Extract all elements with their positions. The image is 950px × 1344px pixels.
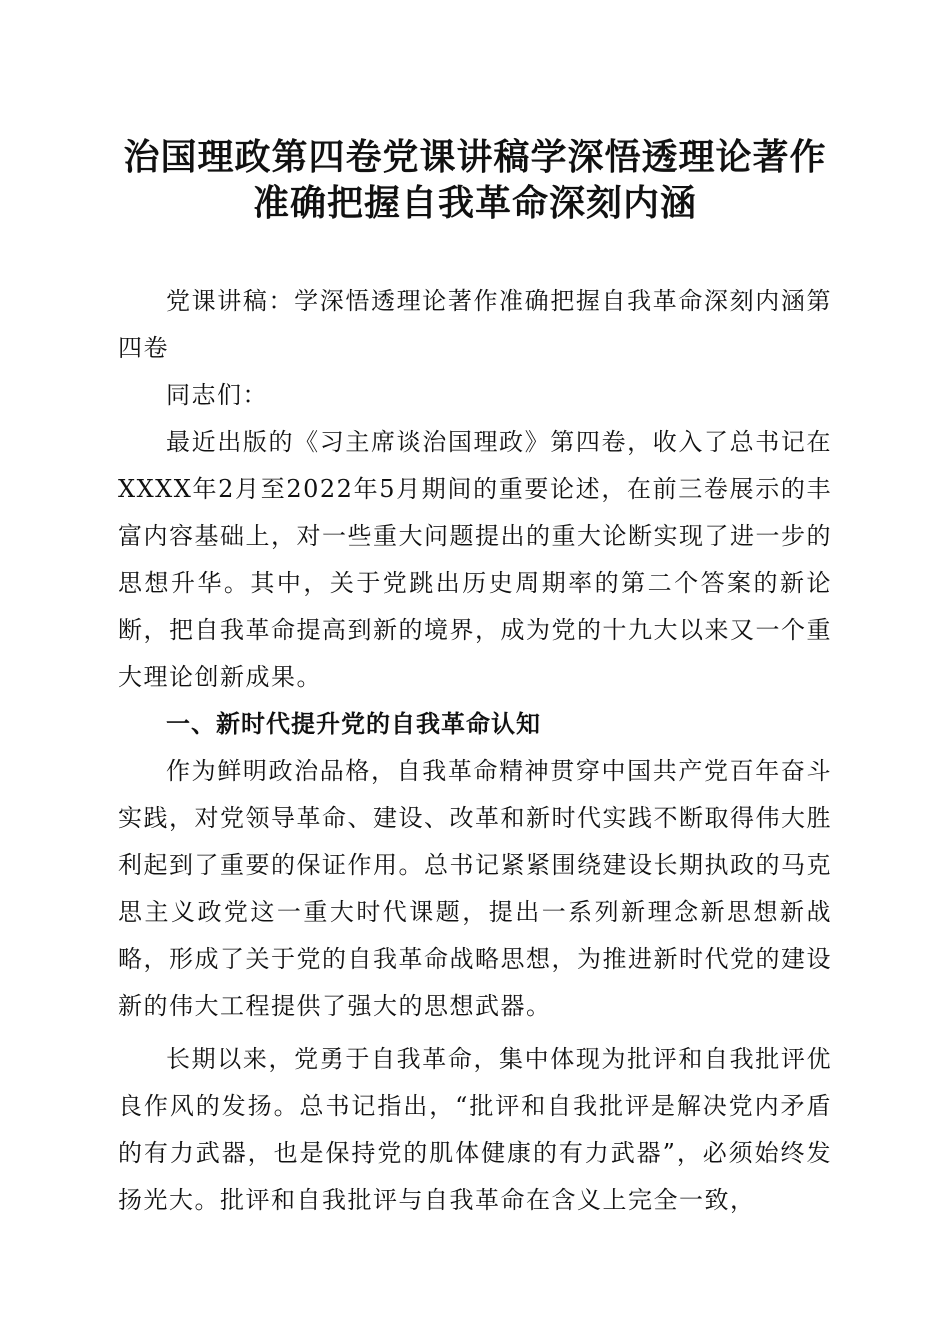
section-heading-1: 一、新时代提升党的自我革命认知 bbox=[166, 710, 541, 738]
document-title: 治国理政第四卷党课讲稿学深悟透理论著作准确把握自我革命深刻内涵 bbox=[123, 136, 827, 224]
document-body bbox=[118, 278, 832, 1224]
paragraph-3: 长期以来，党勇于自我革命，集中体现为批评和自我批评优良作风的发扬。总书记指出，“批评和自我批评是解决党内矛盾的有力武器，也是保持党的肌体健康的有力武器”，必须始终发扬光大。批评和自我批评与自我革命在含义上完全一致， bbox=[118, 1045, 832, 1214]
subtitle-line: 党课讲稿：学深悟透理论著作准确把握自我革命深刻内涵第四卷 bbox=[118, 287, 832, 362]
salutation: 同志们： bbox=[166, 381, 268, 409]
paragraph-1: 最近出版的《习主席谈治国理政》第四卷，收入了总书记在XXXX年2月至2022年5月期间的重要论述，在前三卷展示的丰富内容基础上，对一些重大问题提出的重大论断实现了进一步的思想升华。其中，关于党跳出历史周期率的第二个答案的新论断，把自我革命提高到新的境界，成为党的十九大以来又一个重大理论创新成果。 bbox=[118, 428, 832, 691]
paragraph-2: 作为鲜明政治品格，自我革命精神贯穿中国共产党百年奋斗实践，对党领导革命、建设、改革和新时代实践不断取得伟大胜利起到了重要的保证作用。总书记紧紧围绕建设长期执政的马克思主义政党这一重大时代课题，提出一系列新理念新思想新战略，形成了关于党的自我革命战略思想，为推进新时代党的建设新的伟大工程提供了强大的思想武器。 bbox=[118, 757, 832, 1020]
